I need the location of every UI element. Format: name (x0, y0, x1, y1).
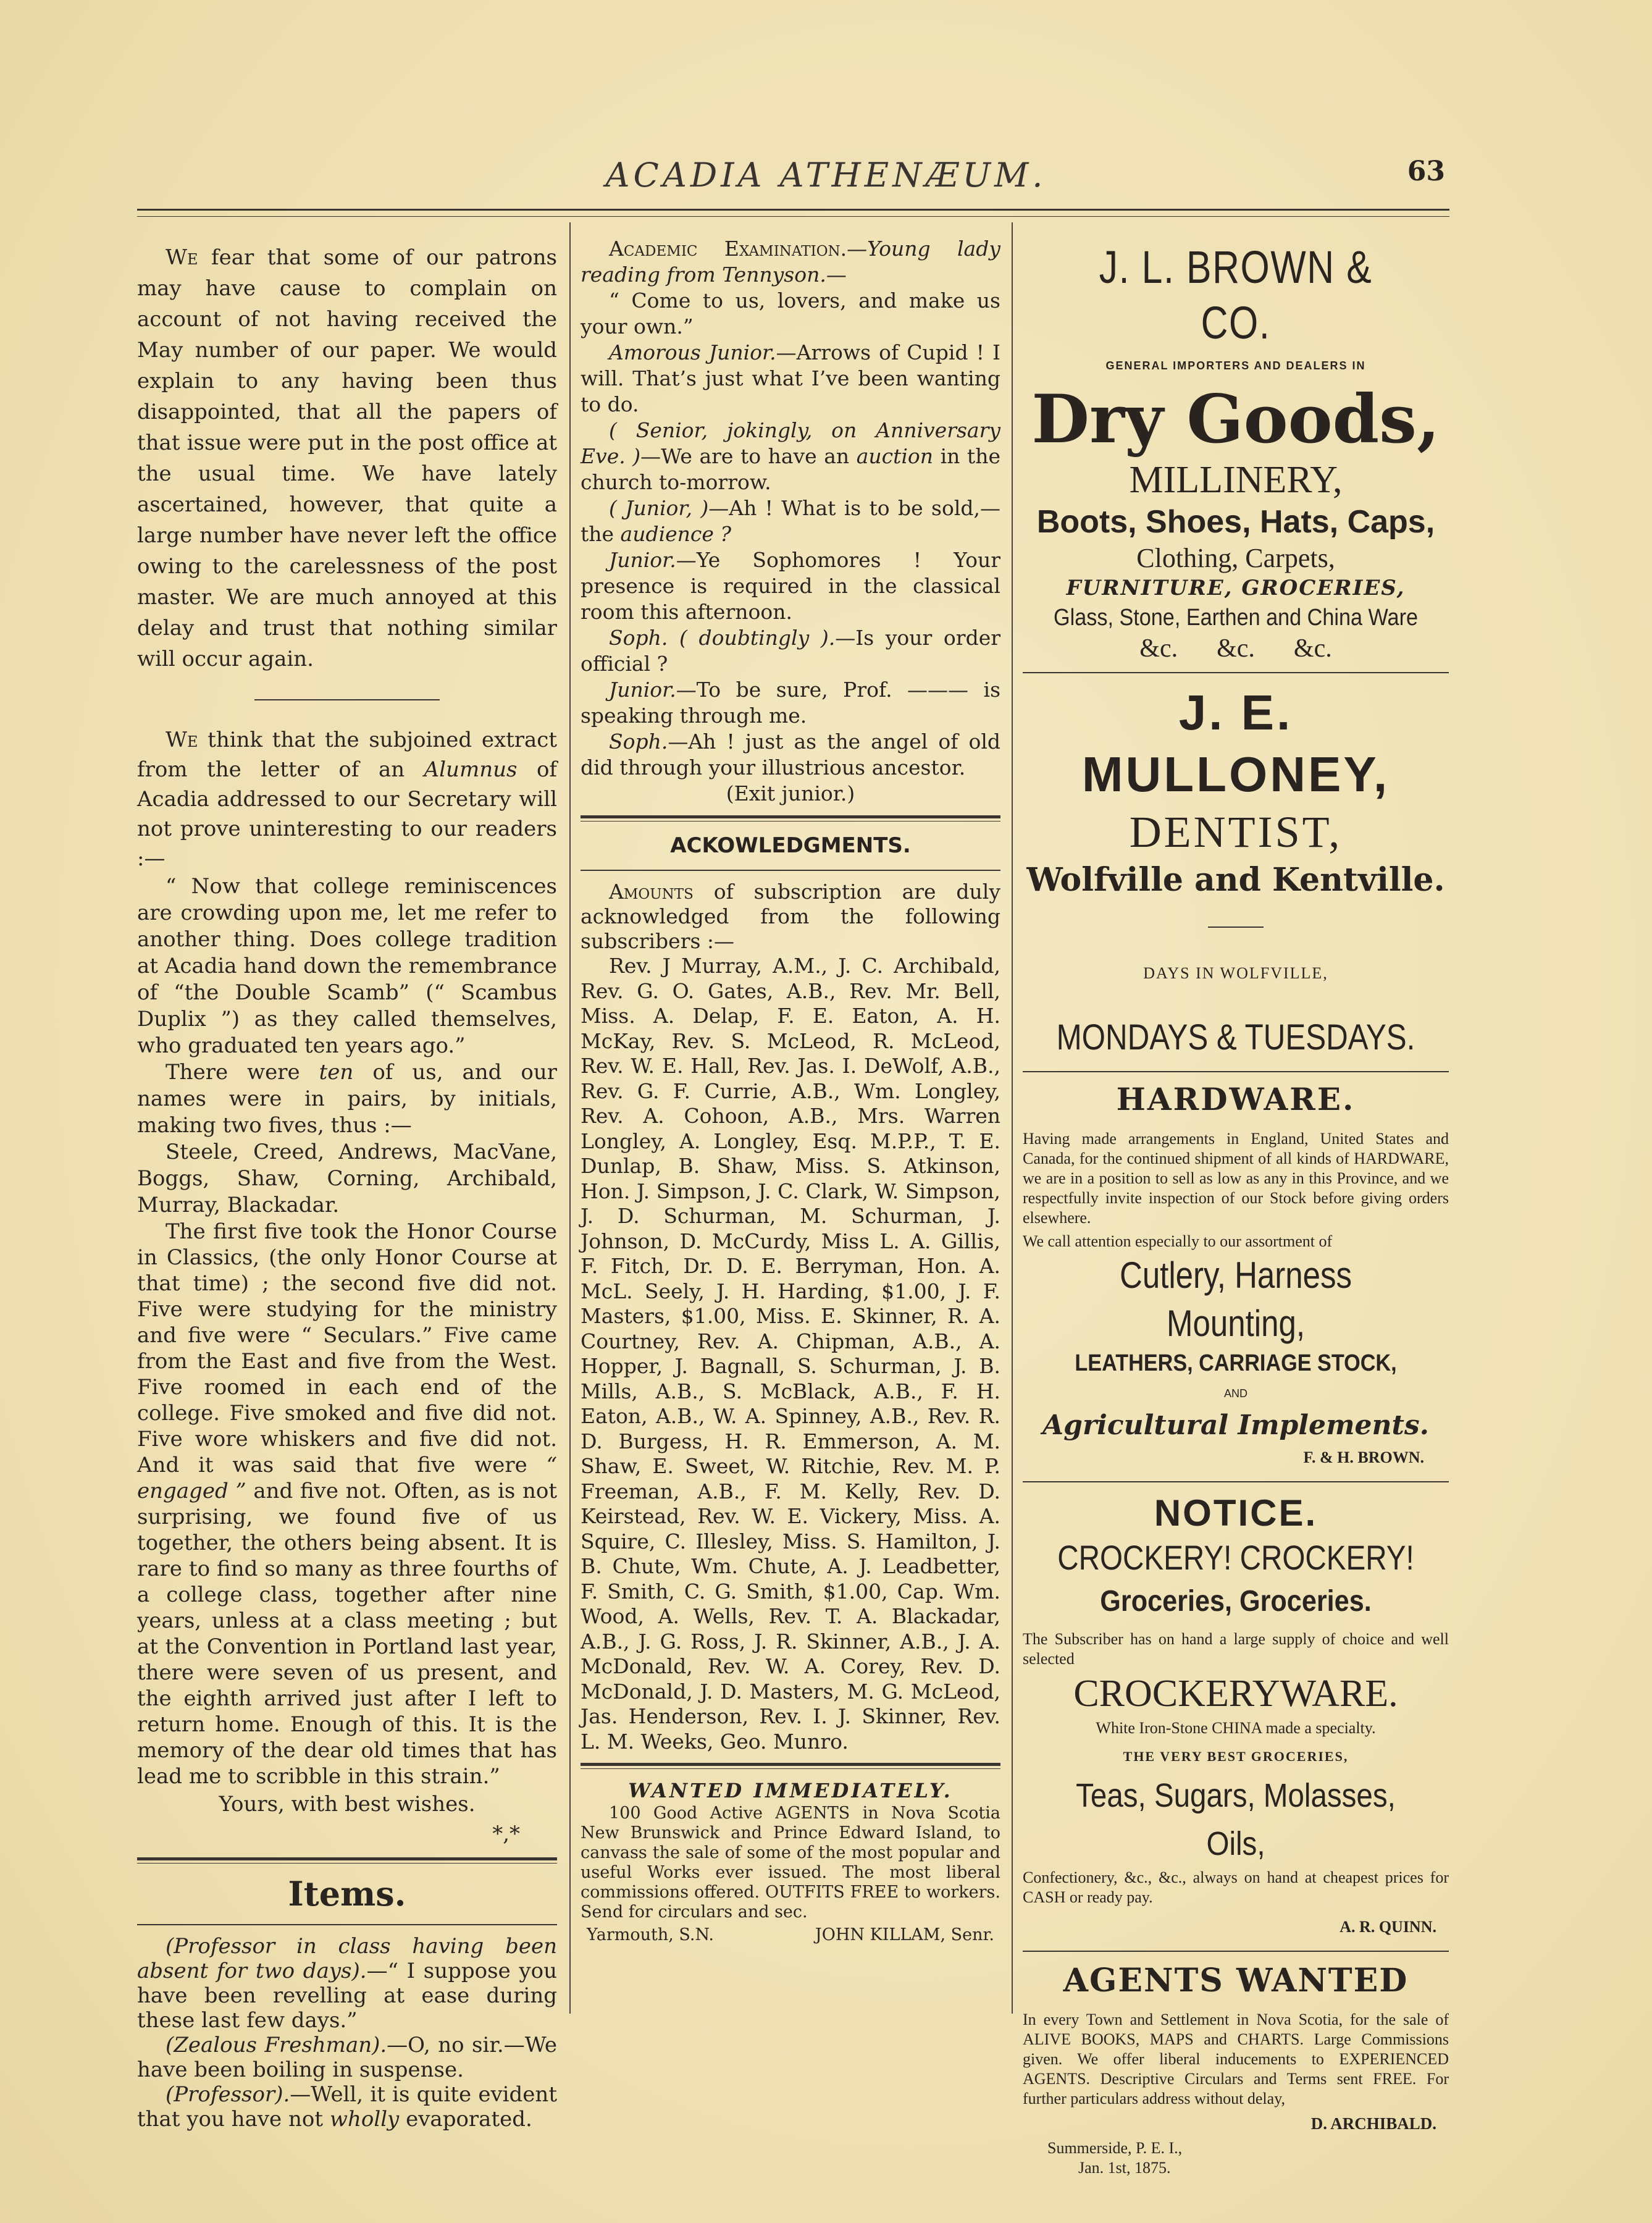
item-speaker: (Zealous Freshman). (166, 2033, 387, 2057)
letter-emph: “ engaged ” (137, 1453, 557, 1503)
letter-paragraph: Steele, Creed, Andrews, MacVane, Boggs, Shaw, Corning, Archibald, Murray, Blackadar. (137, 1140, 557, 1217)
section-divider (254, 699, 440, 700)
brown-boots: Boots, Shoes, Hats, Caps, (1036, 504, 1435, 540)
speaker: Junior. (609, 548, 676, 572)
item-entry (137, 1934, 557, 2033)
dialogue-line (581, 547, 1000, 625)
brown-millinery: MILLINERY, (1129, 459, 1343, 501)
agents-heading: AGENTS WANTED (1063, 1962, 1409, 1999)
column-divider-right (1012, 222, 1013, 2014)
drop-lead-word: We (166, 728, 198, 752)
column-ads (1023, 240, 1449, 2178)
brown-etc: &c. &c. &c. (1139, 634, 1332, 663)
editorial-text: fear that some of our patrons may have cause to complain on account of not having received the May number of our paper. We would explain to any having been thus disappointed, that all the papers of that issue were put in the post office at the usual time. We have lately ascertained, however, that quite a large number have never left the office owing to the carelessness of the post master. We are much annoyed at this delay and trust that nothing similar will occur again. (137, 245, 557, 671)
letter-text: of us, and our names were in pairs, by initials, making two fives, thus :— (137, 1060, 558, 1138)
ad-notice (1023, 1491, 1449, 1942)
letter-text: and five not. Often, as is not surprising, we found five of us together, the others being absent. It is rare to find so many as three fourths of a college class, together after nine years, unless at a class meeting ; but at the Convention in Portland last year, there were seven of us present, and the eighth arrived just after I left to return home. Enough of this. It is the memory of the dear old times that has lead me to scribble in this strain.” (137, 1479, 557, 1789)
dialogue-line (581, 729, 1000, 781)
notice-china: White Iron-Stone CHINA made a specialty. (1096, 1719, 1376, 1737)
page-number: 63 (1407, 156, 1445, 187)
wanted-footer (581, 1922, 1000, 1948)
speech: —Ah ! just as the angel of old did through your illustrious ancestor. (581, 729, 1000, 780)
column-divider-left (569, 222, 571, 2014)
brown-drygoods: Dry Goods, (1031, 380, 1440, 458)
mulloney-days: DAYS IN WOLFVILLE, (1143, 964, 1328, 982)
double-rule (581, 815, 1000, 822)
brown-clothing: Clothing, Carpets, (1136, 543, 1335, 573)
agents-sig: D. ARCHIBALD. (1310, 2114, 1436, 2133)
mulloney-name: J. E. MULLONEY, (1081, 685, 1390, 802)
speech: in the church to-morrow. (581, 444, 1000, 494)
notice-crockery: CROCKERY! CROCKERY! (1057, 1538, 1414, 1577)
speaker: Soph. (609, 729, 668, 754)
hardware-leathers: LEATHERS, CARRIAGE STOCK, (1075, 1350, 1397, 1376)
mulloney-mondays: MONDAYS & TUESDAYS. (1056, 1017, 1415, 1057)
notice-heading: NOTICE. (1154, 1492, 1318, 1534)
dialogue-line (581, 340, 1000, 418)
speech: —Arrows of Cupid ! I will. That’s just what I’ve been wanting to do. (581, 340, 1000, 416)
wanted-text: 100 Good Active AGENTS in Nova Scotia New Brunswick and Prince Edward Island, to canvass the sale of some of the most popular and useful Works ever issued. The most liberal commissions offered. OUTFITS FREE to workers. Send for circulars and sec. (581, 1804, 1000, 1922)
item-text: —“ I suppose you have been revelling at ease during these last few days.” (137, 1959, 557, 2033)
notice-text: The Subscriber has on hand a large supply of choice and well selected (1023, 1630, 1449, 1668)
letter-paragraph (137, 1059, 557, 1139)
speaker: Junior. (609, 678, 676, 702)
hardware-sig: F. & H. BROWN. (1303, 1448, 1424, 1466)
notice-sig: A. R. QUINN. (1340, 1918, 1436, 1936)
notice-best: THE VERY BEST GROCERIES, (1123, 1749, 1349, 1764)
column-editorial (137, 242, 557, 2132)
speech: —Is your order official ? (581, 626, 1000, 676)
item-text: —Well, it is quite evident that you have not (137, 2082, 557, 2132)
drop-lead-word: We (166, 245, 198, 270)
letter-emph: ten (319, 1060, 354, 1085)
hardware-cutlery: Cutlery, Harness Mounting, (1119, 1254, 1352, 1344)
speech-emph: auction (856, 444, 934, 468)
agents-place: Summerside, P. E. I., (1047, 2139, 1183, 2157)
speech: —We are to have an (640, 444, 850, 468)
brown-glass: Glass, Stone, Earthen and China Ware (1054, 605, 1418, 631)
agents-text: In every Town and Settlement in Nova Scotia, for the sale of ALIVE BOOKS, MAPS and CHARTS. Large Commissions given. We offer liberal inducements to EXPERIENCED AGENTS. Descriptive Circulars and Terms sent FREE. For further particulars address without delay, (1023, 2011, 1449, 2107)
speaker: ( Senior, jokingly, on Anniversary Eve. ) (581, 418, 1000, 468)
ack-rule (581, 870, 1000, 871)
dialogue-line (581, 625, 1000, 677)
agents-date: Jan. 1st, 1875. (1078, 2159, 1171, 2177)
ack-intro-text: of subscription are duly acknowledged from the following subscribers :— (581, 880, 1000, 953)
brown-name: J. L. BROWN & CO. (1099, 242, 1373, 348)
dialogue-line (581, 677, 1000, 729)
wanted-place: Yarmouth, S.N. (587, 1925, 714, 1944)
editorial-paragraph-2 (137, 725, 557, 873)
item-emph: wholly (329, 2107, 400, 2132)
mulloney-dentist: DENTIST, (1129, 807, 1343, 857)
ad-divider (1208, 927, 1264, 928)
speaker: Soph. ( doubtingly ). (609, 626, 836, 650)
wanted-heading: WANTED IMMEDIATELY. (628, 1779, 953, 1802)
item-text: —O, no sir.—We have been boiling in suspense. (137, 2033, 557, 2082)
exam-header (581, 236, 1000, 288)
letter-signoff: Yours, with best wishes. (219, 1792, 476, 1817)
header-rule-thin (137, 216, 1449, 217)
double-rule (137, 1857, 557, 1864)
ad-brown (1023, 240, 1449, 663)
double-rule (581, 1763, 1000, 1769)
letter-paragraph (137, 1219, 557, 1789)
item-text: evaporated. (406, 2107, 532, 2132)
item-speaker: (Professor in class having been absent for two days). (137, 1934, 557, 1983)
items-rule (137, 1924, 557, 1925)
editorial-text: of Acadia addressed to our Secretary will not prove uninteresting to our readers :— (137, 757, 557, 871)
exam-quote: “ Come to us, lovers, and make us your own.” (581, 288, 1000, 338)
ad-mulloney (1023, 682, 1449, 1062)
dialogue-line (581, 418, 1000, 495)
exam-title: Academic Examination. (609, 237, 847, 261)
ack-lead: Amounts (609, 880, 694, 904)
acknowledgments-heading: ACKOWLEDGMENTS. (670, 833, 911, 858)
letter-paragraph: “ Now that college reminiscences are crowding upon me, let me refer to another thing. Does college tradition at Acadia hand down the remembrance of “the Double Scamb” (“ Scambus Duplix ”) as they called themselves, who graduated ten years ago.” (137, 874, 557, 1058)
speaker: ( Junior, ) (609, 496, 709, 520)
hardware-heading: HARDWARE. (1116, 1081, 1356, 1117)
speech: —Ah ! What is to be sold,— the (581, 496, 1000, 546)
alumnus-word: Alumnus (424, 757, 518, 782)
header-rule (137, 209, 1449, 211)
hardware-and: AND (1223, 1387, 1247, 1400)
ad-rule (1023, 1951, 1449, 1952)
speaker: Amorous Junior. (609, 340, 776, 364)
ad-agents (1023, 1960, 1449, 2178)
items-heading: Items. (288, 1874, 406, 1914)
hardware-agri: Agricultural Implements. (1042, 1410, 1429, 1441)
ad-rule (1023, 1481, 1449, 1482)
notice-crockeryware: CROCKERYWARE. (1073, 1673, 1398, 1715)
ack-intro (581, 880, 1000, 954)
notice-confectionery: Confectionery, &c., &c., always on hand at cheapest prices for CASH or ready pay. (1023, 1868, 1449, 1906)
brown-sub: GENERAL IMPORTERS AND DEALERS IN (1105, 359, 1366, 372)
ad-hardware (1023, 1081, 1449, 1473)
wanted-name: JOHN KILLAM, Senr. (815, 1925, 994, 1944)
ad-rule (1023, 1071, 1449, 1072)
hardware-attn: We call attention especially to our assortment of (1023, 1232, 1333, 1250)
hardware-text: Having made arrangements in England, United States and Canada, for the continued shipment of all kinds of HARDWARE, we are in a position to sell as low as any in this Province, and we respectfully invite inspection of our Stock before giving orders elsewhere. (1023, 1130, 1449, 1227)
editorial-paragraph-1 (137, 242, 557, 674)
speech: —To be sure, Prof. ——— is speaking through me. (581, 678, 1000, 728)
item-entry (137, 2082, 557, 2132)
column-middle (581, 236, 1000, 1948)
letter-text: The first five took the Honor Course in Classics, (the only Honor Course at that time) ; the second five did not. Five were studying for the ministry and five were “ Seculars.” Five came from the East and five from the West. Five roomed in each end of the college. Five smoked and five did not. Five wore whiskers and five did not. And it was said that five were (137, 1219, 557, 1477)
item-entry (137, 2033, 557, 2082)
speech-emph: audience ? (620, 522, 732, 546)
subscriber-list: Rev. J Murray, A.M., J. C. Archibald, Rev. G. O. Gates, A.B., Rev. Mr. Bell, Miss. A. Delap, F. E. Eaton, A. H. McKay, Rev. S. McLeod, R. McLeod, Rev. W. E. Hall, Rev. Jas. I. DeWolf, A.B., Rev. G. F. Currie, A.B., Wm. Longley, Rev. A. Cohoon, A.B., Mrs. Warren Longley, A. Longley, Esq. M.P.P., T. E. Dunlap, B. Shaw, Miss. S. Atkinson, Hon. J. Simpson, J. C. Clark, W. Simpson, J. D. Schurman, M. Schurman, J. Johnson, D. McCurdy, Miss L. A. Gillis, F. Fitch, Dr. D. E. Berryman, Hon. A. McL. Seely, J. H. Harding, $1.00, J. F. Masters, $1.00, Miss. E. Skinner, R. A. Courtney, Rev. A. Chipman, A.B., A. Hopper, J. Bagnall, S. Schurman, J. B. Mills, A.B., S. McBlack, A.B., F. H. Eaton, A.B., W. A. Spinney, A.B., Rev. R. D. Burgess, H. R. Emmerson, A. M. Shaw, E. Sweet, W. Ritchie, Rev. M. P. Freeman, A.B., F. M. Kelly, Rev. D. Keirstead, Rev. W. E. Vickery, Miss. A. Squire, C. Illesley, Miss. S. Hamilton, J. B. Chute, Wm. Chute, A. J. Leadbetter, F. Smith, C. G. Smith, $1.00, Cap. Wm. Wood, A. Wells, Rev. T. A. Blackadar, A.B., J. G. Ross, J. R. Skinner, A.B., J. A. McDonald, Rev. W. A. Corey, Rev. D. McDonald, J. D. Masters, M. G. McLeod, Jas. Henderson, Rev. I. J. Skinner, Rev. L. M. Weeks, Geo. Munro. (581, 954, 1000, 1754)
brown-furniture: FURNITURE, GROCERIES, (1066, 576, 1406, 600)
stage-direction: (Exit junior.) (726, 781, 855, 805)
notice-groceries: Groceries, Groceries. (1100, 1585, 1372, 1618)
notice-teas: Teas, Sugars, Molasses, Oils, (1076, 1777, 1396, 1862)
item-speaker: (Professor). (166, 2082, 290, 2107)
dialogue-line (581, 495, 1000, 547)
editorial-text: think that the subjoined extract from the letter of an (137, 728, 558, 782)
asterism: *,* (492, 1822, 520, 1846)
masthead-title: ACADIA ATHENÆUM. (605, 156, 1047, 195)
letter-text: There were (166, 1060, 300, 1085)
speech: —Ye Sophomores ! Your presence is required in the classical room this afternoon. (581, 548, 1000, 624)
exam-subtitle: —Young lady reading from Tennyson.— (581, 237, 1000, 287)
ad-rule (1023, 672, 1449, 673)
mulloney-place: Wolfville and Kentville. (1026, 861, 1445, 899)
